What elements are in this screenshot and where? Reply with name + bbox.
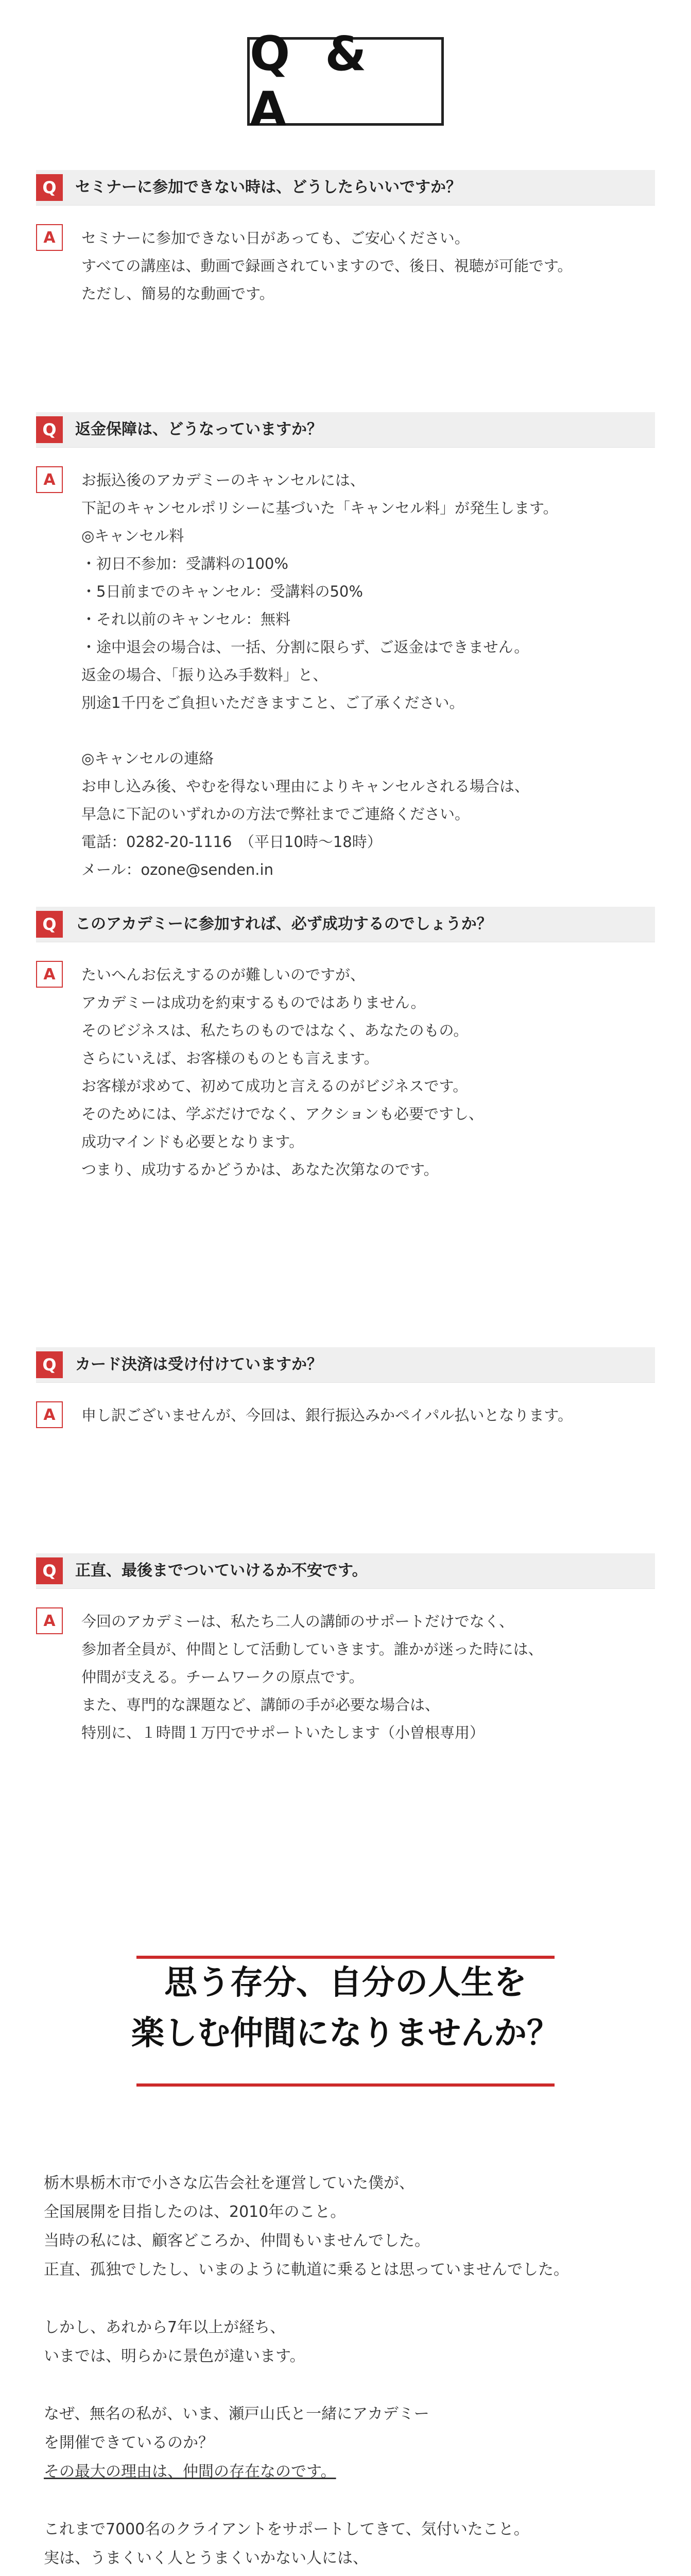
answer-block	[36, 1401, 655, 1432]
heading-bar-bottom	[136, 2083, 555, 2087]
question-bar	[36, 1347, 655, 1383]
answer-line: 参加者全員が、仲間として活動していきます。誰かが迷った時には、	[81, 1640, 543, 1658]
body-line: 全国展開を目指したのは、2010年のこと。	[44, 2203, 346, 2221]
body-line: なぜ、無名の私が、いま、瀬戸山氏と一緒にアカデミー	[44, 2405, 429, 2423]
question-text: このアカデミーに参加すれば、必ず成功するのでしょうか？	[75, 915, 492, 933]
body-line: を開催できているのか？	[44, 2434, 214, 2452]
body-line: 実は、うまくいく人とうまくいかない人には、	[44, 2549, 368, 2567]
answer-line: 特別に、１時間１万円でサポートいたします（小曽根専用）	[81, 1724, 485, 1741]
question-text: セミナーに参加できない時は、どうしたらいいですか？	[75, 178, 461, 196]
answer-line: ◎キャンセルの連絡	[81, 750, 214, 767]
answer-line: そのビジネスは、私たちのものではなく、あなたのもの。	[81, 1022, 469, 1039]
question-bar	[36, 170, 655, 206]
answer-line: お申し込み後、やむを得ない理由によりキャンセルされる場合は、	[81, 777, 530, 795]
answer-line: お振込後のアカデミーのキャンセルには、	[81, 471, 365, 489]
answer-block	[36, 1607, 655, 1752]
a-badge: A	[36, 224, 63, 251]
answer-text	[81, 1401, 655, 1429]
blank-line	[44, 2486, 647, 2515]
answer-line: ・5日前までのキャンセル：受講料の50%	[81, 583, 363, 600]
a-badge: A	[36, 1607, 63, 1634]
answer-block	[36, 961, 655, 1188]
answer-line: お客様が求めて、初めて成功と言えるのがビジネスです。	[81, 1077, 468, 1095]
answer-line: また、専門的な課題など、講師の手が必要な場合は、	[81, 1696, 440, 1714]
answer-line: 仲間が支える。チームワークの原点です。	[81, 1668, 364, 1686]
question-bar	[36, 907, 655, 942]
answer-line: 下記のキャンセルポリシーに基づいた「キャンセル料」が発生します。	[81, 499, 558, 517]
answer-line: ただし、簡易的な動画です。	[81, 285, 274, 302]
body-line: しかし、あれから7年以上が経ち、	[44, 2318, 286, 2336]
body-line	[44, 2573, 647, 2576]
question-text: 正直、最後までついていけるか不安です。	[75, 1562, 368, 1580]
blank-line	[44, 2284, 647, 2313]
answer-line: セミナーに参加できない日があっても、ご安心ください。	[81, 229, 470, 247]
answer-text	[81, 224, 655, 308]
question-bar	[36, 412, 655, 448]
body-line: 当時の私には、顧客どころか、仲間もいませんでした。	[44, 2232, 430, 2250]
a-badge: A	[36, 466, 63, 493]
answer-block	[36, 224, 655, 312]
answer-line: ・初日不参加：受講料の100%	[81, 555, 288, 572]
answer-line: 申し訳ございませんが、今回は、銀行振込みかペイパル払いとなります。	[81, 1406, 573, 1424]
qa-title: Q & A	[247, 37, 444, 126]
answer-line: 電話：0282-20-1116 （平日10時〜18時）	[81, 833, 382, 851]
faq-item-1	[36, 170, 655, 312]
body-line: 栃木県栃木市で小さな広告会社を運営していた僕が、	[44, 2174, 414, 2192]
body-line: 正直、孤独でしたし、いまのように軌道に乗るとは思っていませんでした。	[44, 2261, 569, 2279]
answer-line: 早急に下記のいずれかの方法で弊社までご連絡ください。	[81, 805, 470, 823]
answer-line: 別途1千円をご負担いただきますこと、ご了承ください。	[81, 694, 464, 711]
answer-line: ◎キャンセル料	[81, 527, 184, 545]
section2-heading	[0, 1958, 691, 2059]
answer-line: 成功マインドも必要となります。	[81, 1133, 304, 1150]
question-bar	[36, 1553, 655, 1589]
faq-item-2	[36, 412, 655, 889]
a-badge: A	[36, 961, 63, 988]
answer-line: ・途中退会の場合は、一括、分割に限らず、ご返金はできません。	[81, 638, 529, 656]
answer-line: つまり、成功するかどうかは、あなた次第なのです。	[81, 1161, 439, 1178]
answer-line: 返金の場合、「振り込み手数料」と、	[81, 666, 328, 684]
underlined-line: その最大の理由は、仲間の存在なのです。	[44, 2463, 336, 2481]
faq-item-5	[36, 1553, 655, 1752]
answer-line: アカデミーは成功を約束するものではありません。	[81, 994, 426, 1011]
answer-line: メール：ozone@senden.in	[81, 861, 273, 878]
q-badge: Q	[36, 174, 63, 201]
answer-text	[81, 1607, 655, 1747]
heading-line: 思う存分、自分の人生を	[164, 1964, 527, 2002]
q-badge: Q	[36, 1351, 63, 1378]
section2-body	[44, 2169, 647, 2576]
a-badge: A	[36, 1401, 63, 1428]
answer-line: さらにいえば、お客様のものとも言えます。	[81, 1049, 379, 1067]
answer-text	[81, 466, 655, 884]
body-line: いまでは、明らかに景色が違います。	[44, 2347, 305, 2365]
q-badge: Q	[36, 416, 63, 443]
answer-line: そのためには、学ぶだけでなく、アクションも必要ですし、	[81, 1105, 483, 1123]
answer-line: ・それ以前のキャンセル：無料	[81, 611, 291, 628]
heading-line: 楽しむ仲間になりませんか？	[131, 2014, 560, 2053]
heading-bar-top	[136, 1956, 555, 1959]
answer-text	[81, 961, 655, 1183]
question-text: カード決済は受け付けていますか？	[75, 1355, 322, 1374]
faq-item-4	[36, 1347, 655, 1432]
q-badge: Q	[36, 1557, 63, 1584]
answer-line: 今回のアカデミーは、私たち二人の講師のサポートだけでなく、	[81, 1613, 514, 1630]
answer-block	[36, 466, 655, 889]
question-text: 返金保障は、どうなっていますか？	[75, 420, 322, 438]
body-line: これまで7000名のクライアントをサポートしてきて、気付いたこと。	[44, 2520, 529, 2538]
answer-line: すべての講座は、動画で録画されていますので、後日、視聴が可能です。	[81, 257, 573, 275]
faq-item-3	[36, 907, 655, 1188]
answer-line: たいへんお伝えするのが難しいのですが、	[81, 966, 366, 984]
blank-line	[44, 2371, 647, 2400]
blank-line	[81, 717, 655, 744]
q-badge: Q	[36, 911, 63, 938]
